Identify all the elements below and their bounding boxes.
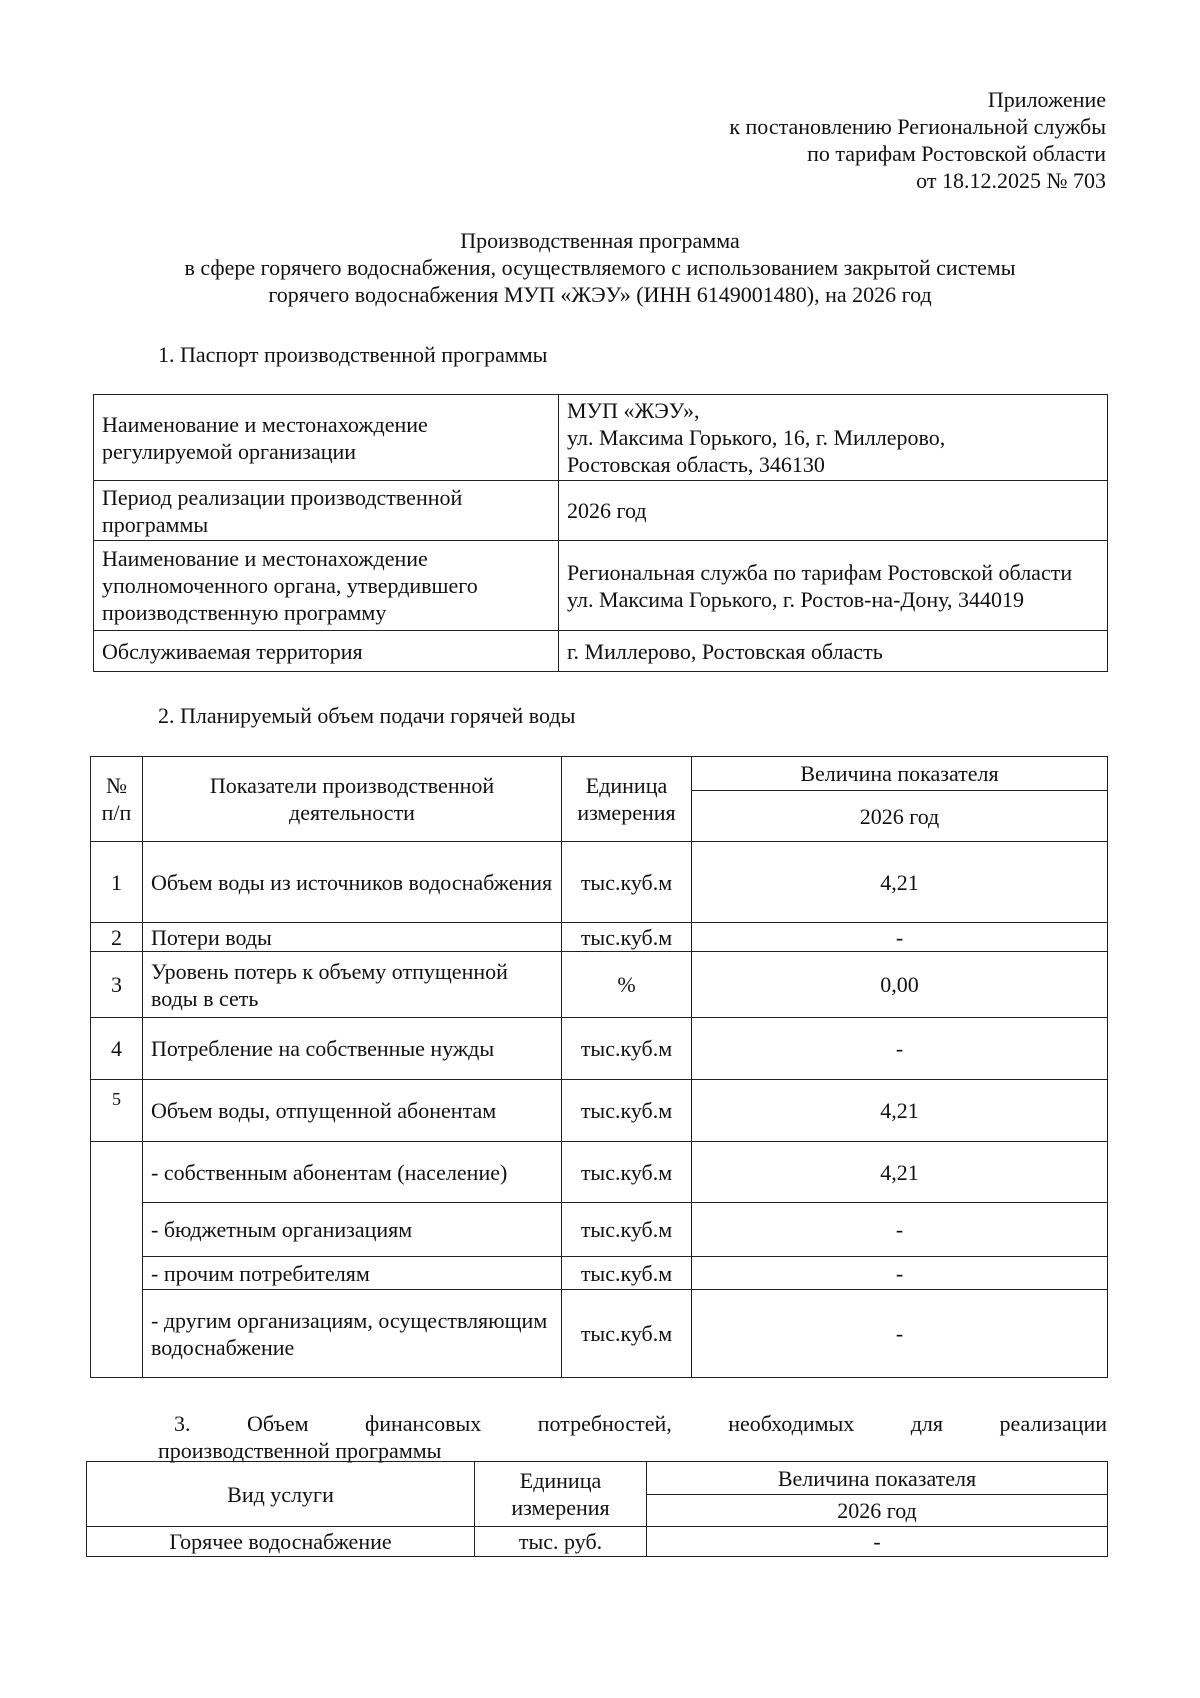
row-value: 4,21 bbox=[692, 842, 1108, 923]
row-unit: тыс.куб.м bbox=[562, 923, 692, 952]
table-row bbox=[91, 923, 1108, 952]
row-num: 4 bbox=[91, 1018, 143, 1080]
passport-value bbox=[559, 395, 1108, 481]
row-value: - bbox=[692, 923, 1108, 952]
row-value: 0,00 bbox=[692, 952, 1108, 1018]
header-num: № п/п bbox=[91, 757, 143, 842]
value-line: ул. Максима Горького, г. Ростов-на-Дону, 344019 bbox=[567, 586, 1024, 612]
header-line: к постановлению Региональной службы bbox=[729, 114, 1106, 139]
table-row bbox=[87, 1527, 1108, 1557]
row-num bbox=[91, 1142, 143, 1378]
header-year: 2026 год bbox=[692, 791, 1108, 842]
value-line: г. Миллерово, Ростовская область bbox=[567, 638, 883, 664]
document-title bbox=[0, 227, 1200, 308]
row-value: - bbox=[692, 1257, 1108, 1290]
passport-value bbox=[559, 541, 1108, 631]
section3-heading bbox=[174, 1410, 1107, 1437]
row-value: - bbox=[692, 1018, 1108, 1080]
row-unit: тыс.куб.м bbox=[562, 842, 692, 923]
value-line: 2026 год bbox=[567, 498, 647, 523]
table-row bbox=[94, 481, 1108, 541]
table-header-row bbox=[91, 757, 1108, 791]
heading-word: финансовых bbox=[364, 1411, 482, 1436]
title-line: горячего водоснабжения МУП «ЖЭУ» (ИНН 6149001480), на 2026 год bbox=[268, 282, 932, 307]
row-value: 4,21 bbox=[692, 1080, 1108, 1142]
table-row bbox=[91, 842, 1108, 923]
water-supply-table bbox=[90, 756, 1108, 1378]
row-unit: тыс.куб.м bbox=[562, 1142, 692, 1203]
row-indicator: Объем воды, отпущенной абонентам bbox=[143, 1080, 562, 1142]
row-value: - bbox=[647, 1527, 1108, 1557]
header-line: по тарифам Ростовской области bbox=[807, 141, 1106, 166]
header-line: от 18.12.2025 № 703 bbox=[916, 168, 1106, 193]
table-header-row bbox=[87, 1462, 1108, 1495]
row-value: - bbox=[692, 1290, 1108, 1378]
header-service: Вид услуги bbox=[87, 1462, 475, 1527]
heading-word: Объем bbox=[246, 1411, 309, 1436]
row-indicator: - прочим потребителям bbox=[143, 1257, 562, 1290]
passport-label: Обслуживаемая территория bbox=[94, 631, 559, 672]
table-row bbox=[91, 1203, 1108, 1257]
financial-table bbox=[86, 1461, 1108, 1557]
row-indicator: - собственным абонентам (население) bbox=[143, 1142, 562, 1203]
table-row bbox=[94, 541, 1108, 631]
table-row bbox=[91, 1257, 1108, 1290]
passport-label: Период реализации производственной программы bbox=[94, 481, 559, 541]
heading-word: для bbox=[910, 1411, 944, 1436]
row-unit: тыс.куб.м bbox=[562, 1290, 692, 1378]
header-unit: Единица измерения bbox=[562, 757, 692, 842]
section1-heading: 1. Паспорт производственной программы bbox=[158, 342, 548, 367]
row-service: Горячее водоснабжение bbox=[87, 1527, 475, 1557]
table-row bbox=[94, 395, 1108, 481]
header-unit: Единица измерения bbox=[475, 1462, 647, 1527]
passport-label: Наименование и местонахождение уполномоченного органа, утвердившего производственную программу bbox=[94, 541, 559, 631]
row-unit: тыс.куб.м bbox=[562, 1018, 692, 1080]
title-line: Производственная программа bbox=[460, 228, 740, 253]
table-row bbox=[91, 1018, 1108, 1080]
heading-word: необходимых bbox=[728, 1411, 855, 1436]
row-unit: тыс.куб.м bbox=[562, 1080, 692, 1142]
value-line: Ростовская область, 346130 bbox=[567, 452, 825, 477]
row-indicator: Уровень потерь к объему отпущенной воды в сеть bbox=[143, 952, 562, 1018]
table-row bbox=[91, 952, 1108, 1018]
value-line: ул. Максима Горького, 16, г. Миллерово, bbox=[567, 425, 946, 450]
passport-label: Наименование и местонахождение регулируемой организации bbox=[94, 395, 559, 481]
table-row bbox=[91, 1142, 1108, 1203]
appendix-header bbox=[729, 86, 1106, 194]
header-indicator: Показатели производственной деятельности bbox=[143, 757, 562, 842]
row-num: 5 bbox=[91, 1080, 143, 1142]
title-line: в сфере горячего водоснабжения, осуществляемого с использованием закрытой системы bbox=[184, 255, 1016, 280]
passport-table bbox=[93, 394, 1108, 672]
heading-word: 3. bbox=[174, 1411, 191, 1436]
table-row bbox=[91, 1290, 1108, 1378]
value-line: Региональная служба по тарифам Ростовской области bbox=[567, 559, 1073, 585]
row-indicator: Потребление на собственные нужды bbox=[143, 1018, 562, 1080]
row-num: 3 bbox=[91, 952, 143, 1018]
row-indicator: - другим организациям, осуществляющим водоснабжение bbox=[143, 1290, 562, 1378]
row-value: - bbox=[692, 1203, 1108, 1257]
header-value: Величина показателя bbox=[692, 757, 1108, 791]
row-unit: % bbox=[562, 952, 692, 1018]
header-line: Приложение bbox=[987, 87, 1106, 112]
row-num: 2 bbox=[91, 923, 143, 952]
header-year: 2026 год bbox=[647, 1495, 1108, 1527]
table-row bbox=[91, 1080, 1108, 1142]
heading-word: реализации bbox=[999, 1411, 1107, 1436]
row-value: 4,21 bbox=[692, 1142, 1108, 1203]
passport-value bbox=[559, 481, 1108, 541]
heading-word: потребностей, bbox=[537, 1411, 672, 1436]
value-line: МУП «ЖЭУ», bbox=[567, 398, 700, 423]
row-indicator: - бюджетным организациям bbox=[143, 1203, 562, 1257]
header-value: Величина показателя bbox=[647, 1462, 1108, 1495]
section3-heading-line2: производственной программы bbox=[158, 1438, 442, 1463]
section2-heading: 2. Планируемый объем подачи горячей воды bbox=[158, 703, 576, 728]
row-indicator: Потери воды bbox=[143, 923, 562, 952]
table-row bbox=[94, 631, 1108, 672]
row-num: 1 bbox=[91, 842, 143, 923]
row-unit: тыс.куб.м bbox=[562, 1257, 692, 1290]
row-unit: тыс. руб. bbox=[475, 1527, 647, 1557]
passport-value bbox=[559, 631, 1108, 672]
row-unit: тыс.куб.м bbox=[562, 1203, 692, 1257]
row-indicator: Объем воды из источников водоснабжения bbox=[143, 842, 562, 923]
